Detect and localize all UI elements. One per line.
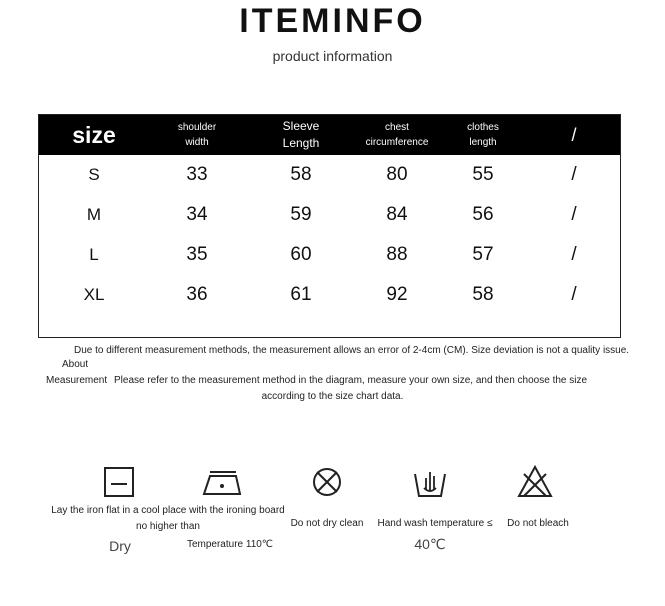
cell-size: XL [83, 285, 105, 304]
header-sleeve: Sleeve Length [282, 119, 320, 150]
cell-clothes: 57 [472, 244, 494, 265]
no-bleach-icon [516, 464, 554, 500]
error-note: Due to different measurement methods, the measurement allows an error of 2-4cm (CM). Size deviation is not a quality issue. [74, 345, 630, 356]
table-header [39, 115, 620, 155]
page-subtitle: product information [272, 48, 393, 64]
cell-chest: 92 [386, 284, 408, 305]
table-row [39, 235, 620, 275]
care-bleach-text: Do not bleach [507, 518, 569, 529]
cell-sleeve: 61 [290, 284, 312, 305]
square-circle-icon [103, 466, 135, 498]
cell-shoulder: 34 [186, 204, 208, 225]
size-table [38, 114, 621, 338]
cell-chest: 80 [386, 164, 408, 185]
care-dry-clean-text: Do not dry clean [290, 518, 364, 529]
care-hand-wash-temp: 40℃ [414, 536, 446, 552]
header-shoulder: shoulder width [177, 122, 217, 148]
iron-icon [200, 466, 244, 498]
cell-chest: 84 [386, 204, 408, 225]
cell-shoulder: 36 [186, 284, 208, 305]
cell-size: M [86, 205, 102, 224]
measurement-text-continued: according to the size chart data. [261, 391, 404, 402]
cell-shoulder: 35 [186, 244, 208, 265]
care-hand-wash-text: Hand wash temperature ≤ [377, 518, 493, 529]
cell-size: L [89, 245, 99, 264]
cell-size: S [88, 165, 100, 184]
page-title: ITEMINFO [239, 2, 426, 40]
care-iron-text: Temperature 110℃ [186, 539, 274, 550]
table-row [39, 275, 620, 315]
no-dry-clean-icon [311, 466, 343, 498]
cell-extra: / [571, 244, 577, 265]
header-clothes: clothes length [467, 122, 499, 148]
cell-sleeve: 59 [290, 204, 312, 225]
cell-extra: / [571, 284, 577, 305]
care-dry-label: Dry [109, 538, 131, 554]
cell-extra: / [571, 204, 577, 225]
cell-clothes: 55 [472, 164, 494, 185]
care-dry-text: Lay the iron flat in a cool place with the ironing board no higher than [51, 505, 285, 532]
about-label: About [62, 359, 89, 370]
cell-clothes: 56 [472, 204, 494, 225]
header-chest: chest circumference [365, 122, 429, 148]
header-extra: / [571, 124, 577, 145]
cell-chest: 88 [386, 244, 408, 265]
measurement-label: Measurement [46, 375, 108, 386]
measurement-text: Please refer to the measurement method in the diagram, measure your own size, and then choose the size [114, 375, 588, 386]
cell-clothes: 58 [472, 284, 494, 305]
header-size: size [72, 121, 116, 148]
cell-extra: / [571, 164, 577, 185]
cell-sleeve: 60 [290, 244, 312, 265]
cell-sleeve: 58 [290, 164, 312, 185]
cell-shoulder: 33 [186, 164, 208, 185]
table-row [39, 155, 620, 195]
hand-wash-icon [412, 464, 448, 500]
table-row [39, 195, 620, 235]
